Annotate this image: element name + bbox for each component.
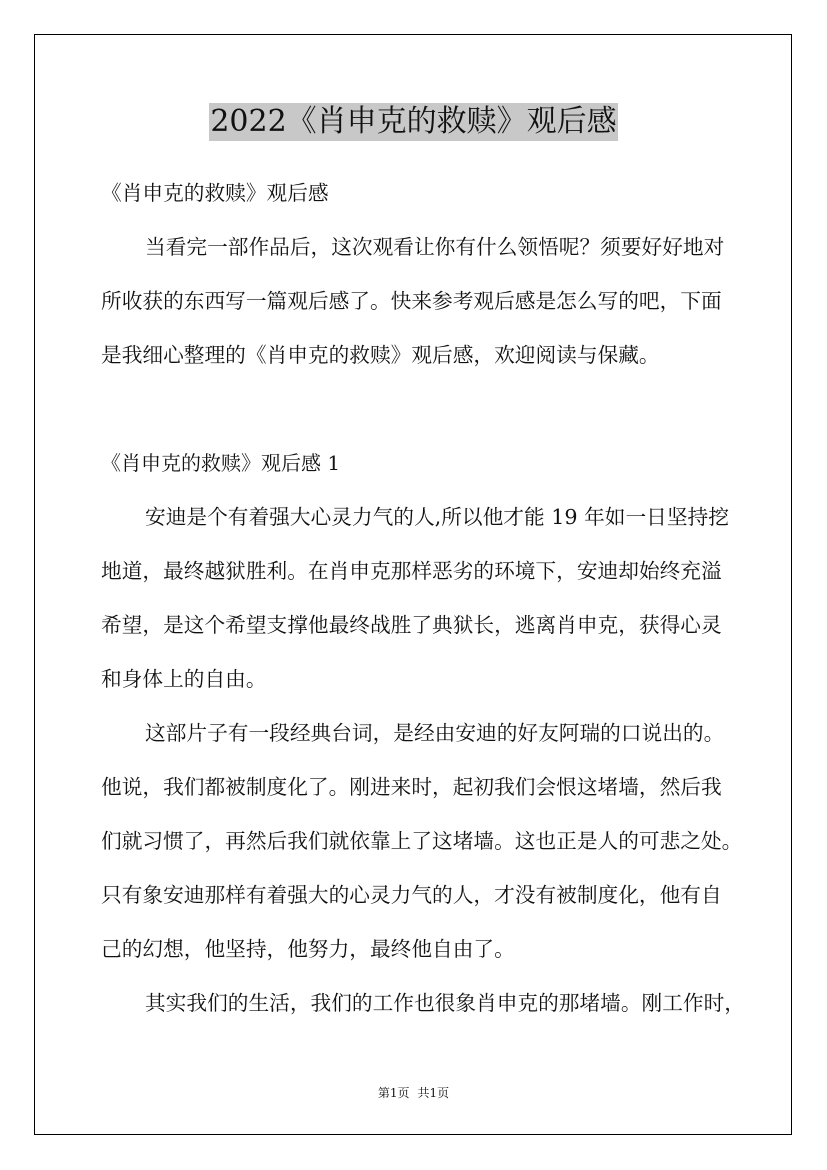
section-heading: 《肖申克的救赎》观后感 1	[101, 451, 341, 475]
paragraph-line: 和身体上的自由。	[101, 667, 267, 691]
intro-line: 所收获的东西写一篇观后感了。快来参考观后感是怎么写的吧，下面	[101, 289, 722, 313]
paragraph-line: 地道，最终越狱胜利。在肖申克那样恶劣的环境下，安迪却始终充溢	[101, 559, 722, 583]
page-total: 共1页	[417, 1086, 450, 1100]
page-footer	[0, 1084, 827, 1102]
paragraph-line: 其实我们的生活，我们的工作也很象肖申克的那堵墙。刚工作时，	[145, 991, 745, 1015]
title-row	[0, 103, 827, 141]
intro-line: 当看完一部作品后，这次观看让你有什么领悟呢？须要好好地对	[145, 235, 725, 259]
document-subtitle: 《肖申克的救赎》观后感	[101, 181, 329, 205]
blank-line	[101, 382, 761, 436]
document-title: 2022《肖申克的救赎》观后感	[210, 104, 617, 139]
paragraph-line: 们就习惯了，再然后我们就依靠上了这堵墙。这也正是人的可悲之处。	[101, 829, 743, 853]
paragraph-line: 他说，我们都被制度化了。刚进来时，起初我们会恨这堵墙，然后我	[101, 775, 722, 799]
intro-line: 是我细心整理的《肖申克的救赎》观后感，欢迎阅读与保藏。	[101, 343, 660, 367]
paragraph-line: 只有象安迪那样有着强大的心灵力气的人，才没有被制度化，他有自	[101, 883, 722, 907]
document-body	[101, 166, 761, 1030]
page-number: 第1页	[377, 1086, 410, 1100]
paragraph-line: 安迪是个有着强大心灵力气的人,所以他才能 19 年如一日坚持挖	[145, 505, 729, 529]
paragraph-line: 己的幻想，他坚持，他努力，最终他自由了。	[101, 937, 515, 961]
paragraph-line: 这部片子有一段经典台词，是经由安迪的好友阿瑞的口说出的。	[145, 721, 725, 745]
paragraph-line: 希望，是这个希望支撑他最终战胜了典狱长，逃离肖申克，获得心灵	[101, 613, 722, 637]
